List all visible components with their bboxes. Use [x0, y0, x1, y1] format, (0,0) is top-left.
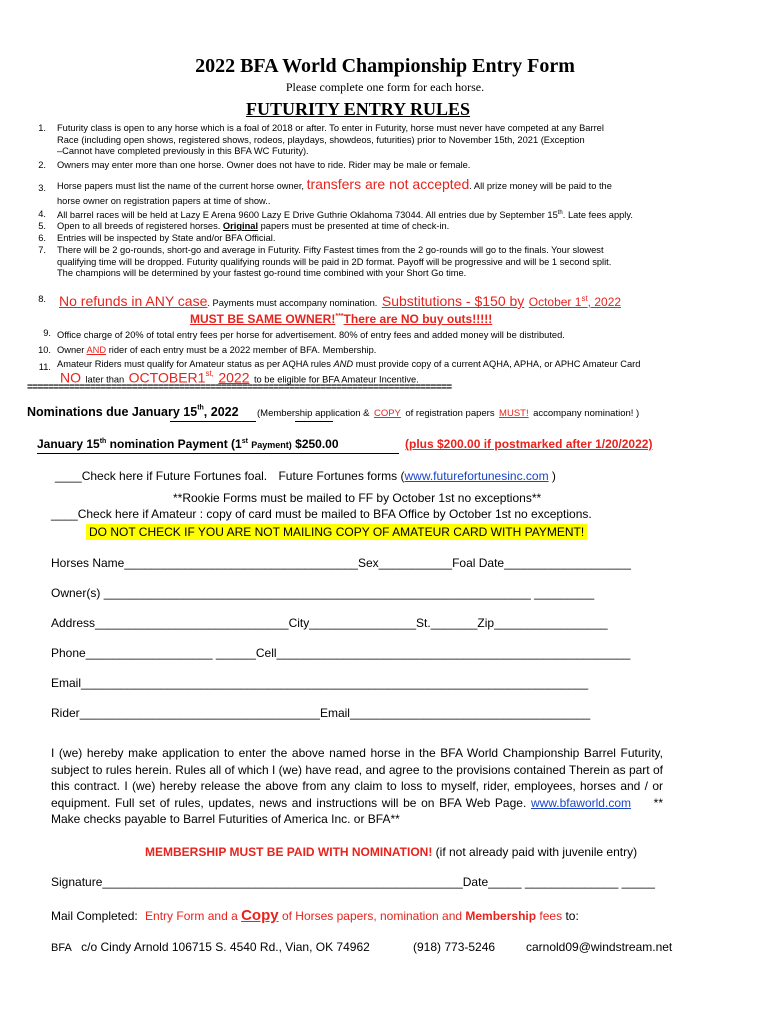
future-fortunes-check[interactable]	[55, 469, 556, 483]
rule-8-same-owner: MUST BE SAME OWNER!	[190, 312, 336, 326]
rule-11-sup: st,	[205, 369, 214, 378]
nominations-label: Nominations due January 15	[27, 405, 198, 419]
payment-sup: th	[99, 438, 107, 445]
signature-row	[51, 875, 655, 889]
owners-label: Owner(s)	[51, 586, 101, 600]
rule-3-text-b: . All prize money will be paid to the	[469, 181, 612, 191]
payment-late-fee: (plus $200.00 if postmarked after 1/20/2022)	[405, 437, 653, 451]
email-field[interactable]: ____________________________________________________________________________	[81, 676, 589, 690]
nominations-sup: th	[197, 404, 204, 412]
rule-1	[57, 123, 604, 158]
check-blank[interactable]: ____	[51, 507, 78, 521]
nominations-note-c: accompany nomination! )	[533, 408, 640, 419]
rider-email-field[interactable]: ____________________________________	[349, 706, 591, 720]
signature-label: Signature	[51, 875, 103, 889]
form-subtitle: Please complete one form for each horse.	[285, 80, 485, 94]
rule-3-text: Horse papers must list the name of the current horse owner,	[57, 181, 305, 191]
divider: =================================================================================	[27, 382, 452, 393]
address-org: BFA	[51, 942, 72, 954]
rule-10-and: AND	[86, 345, 107, 355]
rider-row	[51, 706, 590, 720]
rules-title: FUTURITY ENTRY RULES	[245, 99, 471, 119]
phone-row	[51, 646, 630, 660]
amateur-warning: DO NOT CHECK IF YOU ARE NOT MAILING COPY OF AMATEUR CARD WITH PAYMENT!	[86, 524, 587, 540]
rule-number: 6.	[38, 233, 46, 243]
signature-field[interactable]: ______________________________________________________	[102, 875, 463, 889]
cell-field[interactable]: _____________________________________________________	[276, 646, 631, 660]
rule-3	[57, 176, 612, 193]
mail-text: Entry Form and a	[145, 909, 238, 923]
foal-date-label: Foal Date	[452, 556, 505, 570]
nominations-due	[27, 403, 639, 421]
rule-8	[59, 293, 621, 311]
check-blank[interactable]: ____	[55, 469, 82, 483]
nominations-must: MUST!	[499, 408, 529, 419]
mail-copy: Copy	[241, 907, 279, 924]
amateur-label: Check here if Amateur : copy of card must be mailed to BFA Office by October 1st no exceptions.	[77, 507, 592, 521]
rule-11-text: Amateur Riders must qualify for Amateur status as per AQHA rules	[57, 359, 331, 369]
phone-field[interactable]: ___________________ ______	[85, 646, 256, 660]
checks-payable-note: ** Make checks payable to Barrel Futurities of America Inc. or BFA**	[51, 795, 663, 826]
rule-11-october: OCTOBER1	[128, 369, 206, 386]
rule-7-line-3: The champions will be determined by your fastest go-round time combined with your Short Go time.	[57, 268, 467, 279]
owners-row	[51, 586, 594, 600]
rule-number: 11.	[38, 362, 51, 372]
payment-label: January 15	[37, 437, 100, 451]
rule-number: 7.	[38, 245, 46, 255]
rule-8-no-buyouts: There are NO buy outs!!!!!	[343, 312, 493, 326]
horse-name-label: Horses Name	[51, 556, 125, 570]
rule-10-text-b: rider of each entry must be a 2022 member of BFA. Membership.	[108, 345, 377, 355]
rule-number: 8.	[38, 294, 46, 304]
amateur-check[interactable]	[51, 507, 592, 521]
membership-warning: MEMBERSHIP MUST BE PAID WITH NOMINATION!	[145, 845, 433, 859]
future-fortunes-link[interactable]: www.futurefortunesinc.com	[404, 469, 549, 483]
rule-8-line-2	[190, 312, 492, 326]
payment-sup-2: st	[241, 438, 248, 445]
phone-label: Phone	[51, 646, 86, 660]
zip-label: Zip	[477, 616, 495, 630]
rule-11-text-b: must provide copy of a current AQHA, APHA, or APHC Amateur Card	[355, 359, 641, 369]
email-label: Email	[51, 676, 82, 690]
rookie-note: **Rookie Forms must be mailed to FF by October 1st no exceptions**	[173, 491, 542, 505]
agreement-text: I (we) hereby make application to enter the above named horse in the BFA World Championship Barrel Futurity, subject to rules herein. Rules all of which I (we) have read, and agree to the provisions contained Therein as part of this contract. I (we) hereby release the above from any claim to loss to myself, rider, employees, horses and / or equipment. Full set of rules, updates, news and instructions will be on BFA Web Page.	[51, 746, 663, 810]
agreement-paragraph	[51, 745, 663, 828]
rider-label: Rider	[51, 706, 80, 720]
mail-instructions	[51, 907, 579, 924]
mail-text-b: of Horses papers, nomination and	[281, 909, 463, 923]
address-street: c/o Cindy Arnold 106715 S. 4540 Rd., Vian, OK 74962	[81, 940, 370, 954]
rule-7-line-2: qualifying time will be dropped. Futurity qualifying rounds will be paid in 2D format. Payoff will be progressive and will be 1 second split.	[57, 256, 612, 267]
city-field[interactable]: ________________	[309, 616, 417, 630]
rule-1-line-1: Futurity class is open to any horse which is a foal of 2018 or after. To enter in Futurity, horse must never have competed at any Barrel	[57, 123, 604, 133]
rider-email-label: Email	[319, 706, 350, 720]
city-label: City	[288, 616, 310, 630]
zip-field[interactable]: _________________	[494, 616, 608, 630]
rule-4-text: All barrel races will be held at Lazy E Arena 9600 Lazy E Drive Guthrie Oklahoma 73044. All entries due by September 15	[57, 210, 558, 221]
rule-5-text-b: papers must be presented at time of check-in.	[260, 221, 450, 231]
address-field[interactable]: _____________________________	[95, 616, 289, 630]
mailing-address	[51, 940, 370, 954]
rule-10-text: Owner	[57, 345, 85, 355]
form-title: 2022 BFA World Championship Entry Form	[195, 55, 575, 77]
rule-number: 3.	[38, 183, 46, 193]
rule-5-text: Open to all breeds of registered horses.	[57, 221, 221, 231]
rule-5	[57, 221, 449, 233]
rule-3-red-text: transfers are not accepted	[306, 176, 470, 192]
rule-10	[57, 345, 376, 357]
owners-field[interactable]: ________________________________________________________________ _________	[103, 586, 595, 600]
rule-3-line-2: horse owner on registration papers at time of show..	[57, 196, 271, 206]
membership-juvenile-note: (if not already paid with juvenile entry)	[435, 845, 638, 859]
rule-9: Office charge of 20% of total entry fees per horse for advertisement. 80% of entry fees and added money will be distributed.	[57, 330, 565, 340]
horse-name-row	[51, 556, 631, 570]
rule-8-substitutions: Substitutions - $150 by	[381, 293, 525, 309]
payment-line	[37, 437, 339, 451]
rule-8-year: , 2022	[587, 295, 622, 309]
rule-number: 10.	[38, 345, 51, 355]
membership-note	[145, 845, 637, 859]
rule-number: 2.	[38, 160, 46, 170]
bfa-website-link[interactable]: www.bfaworld.com	[530, 795, 631, 810]
state-label: St.	[416, 616, 431, 630]
rule-8-text: . Payments must accompany nomination.	[207, 298, 378, 308]
horse-name-field[interactable]: ___________________________________	[124, 556, 358, 570]
rule-1-line-3: –Cannot have completed previously in this BFA WC Futurity).	[57, 146, 309, 157]
rule-8-date	[529, 295, 621, 309]
nominations-note-b: of registration papers	[405, 408, 495, 419]
rule-11-year: 2022	[218, 369, 250, 386]
rule-8-no-refunds: No refunds in ANY case	[59, 293, 208, 309]
mail-to: to:	[565, 909, 579, 923]
rider-field[interactable]: ____________________________________	[79, 706, 320, 720]
rule-11-no: NO	[60, 369, 81, 386]
rule-8-sup: st	[581, 294, 588, 303]
rule-11-later-than: later than	[85, 374, 125, 385]
nominations-underline-2	[295, 421, 333, 422]
payment-amount: $250.00	[295, 437, 339, 451]
rule-4-text-b: . Late fees apply.	[562, 210, 633, 221]
sex-label: Sex	[357, 556, 379, 570]
sex-field[interactable]: ___________	[378, 556, 453, 570]
address-row	[51, 616, 608, 630]
email-row	[51, 676, 588, 690]
payment-label-c: Payment)	[251, 440, 292, 450]
mail-fees: fees	[539, 909, 563, 923]
address-phone: (918) 773-5246	[413, 940, 496, 954]
nominations-year: , 2022	[203, 405, 239, 419]
nominations-underline	[170, 421, 256, 422]
rule-8-stars: ***	[335, 313, 344, 320]
rule-4-sup: th	[557, 210, 563, 216]
rule-1-line-2: Race (including open shows, registered shows, rodeos, playdays, showdeos, futurities) prior to November 15th, 2021 (Exception	[57, 134, 585, 145]
rule-number: 9.	[43, 328, 51, 338]
rule-number: 5.	[38, 221, 46, 231]
rule-7-line-1: There will be 2 go-rounds, short-go and average in Futurity. Fifty Fastest times from the 2 go-rounds will go to the finals. Your slowest	[57, 245, 604, 255]
future-fortunes-label: Check here if Future Fortunes foal.	[81, 469, 268, 483]
rule-6: Entries will be inspected by State and/or BFA Official.	[57, 233, 276, 243]
rule-number: 1.	[38, 123, 46, 133]
payment-label-b: nomination Payment (1	[109, 437, 242, 451]
rule-2: Owners may enter more than one horse. Owner does not have to ride. Rider may be male or female.	[57, 160, 471, 170]
rule-number: 4.	[38, 209, 46, 219]
cell-label: Cell	[255, 646, 277, 660]
rule-11-text-c: to be eligible for BFA Amateur Incentive.	[253, 374, 419, 385]
future-fortunes-forms: Future Fortunes forms (	[278, 469, 405, 483]
future-fortunes-close: )	[551, 469, 556, 483]
rule-11-and: AND	[333, 359, 354, 369]
rule-7	[57, 245, 611, 280]
address-email: carnold09@windstream.net	[526, 940, 673, 954]
date-field[interactable]: _____ ______________ _____	[488, 875, 655, 889]
nominations-copy: COPY	[373, 408, 401, 419]
mail-membership: Membership	[465, 909, 537, 923]
address-label: Address	[51, 616, 96, 630]
foal-date-field[interactable]: ___________________	[504, 556, 631, 570]
rule-5-original: Original	[222, 221, 259, 231]
state-field[interactable]: _______	[430, 616, 478, 630]
rule-4	[57, 208, 633, 222]
mail-label: Mail Completed:	[51, 909, 138, 923]
date-label: Date	[462, 875, 489, 889]
nominations-note: (Membership application &	[257, 408, 370, 419]
rule-8-october: October 1	[528, 295, 582, 309]
payment-underline	[37, 453, 399, 454]
